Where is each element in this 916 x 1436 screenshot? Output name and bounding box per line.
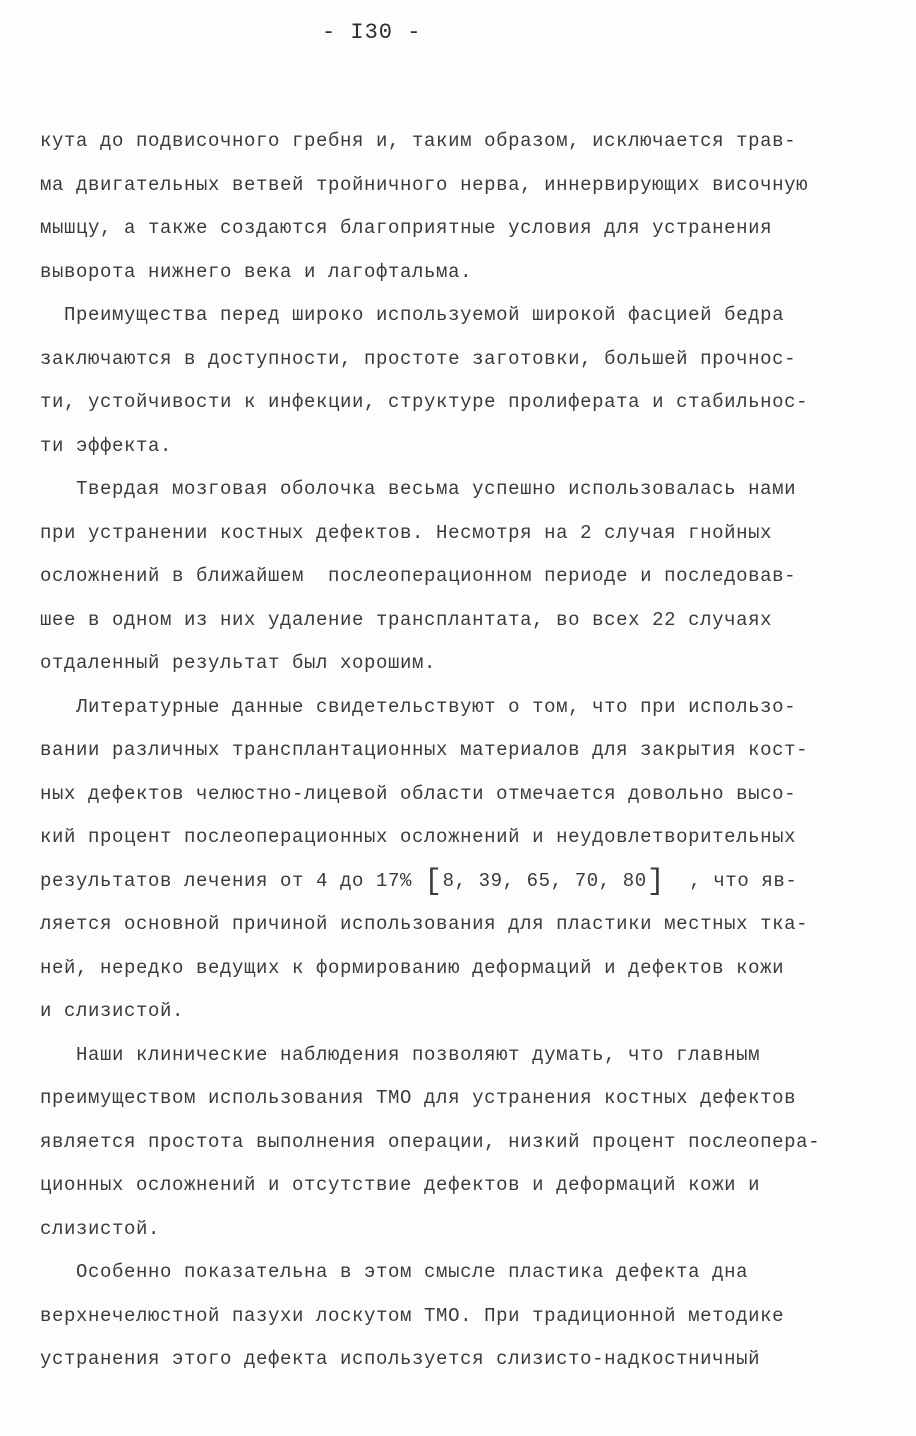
text-line: Литературные данные свидетельствуют о том, что при использо- — [40, 695, 797, 718]
citation-refs: 8, 39, 65, 70, 80 — [442, 869, 647, 892]
text-line: ных дефектов челюстно-лицевой области отмечается довольно высо- — [40, 782, 797, 805]
citation-lead-text: результатов лечения от 4 до 17% — [40, 869, 425, 892]
text-line: является простота выполнения операции, низкий процент послеопера- — [40, 1130, 821, 1153]
text-line: ти, устойчивости к инфекции, структуре пролиферата и стабильнос- — [40, 391, 809, 413]
text-line: кута до подвисочного гребня и, таким образом, исключается трав- — [40, 130, 797, 152]
text-line: Преимущества перед широко используемой широкой фасцией бедра — [40, 304, 785, 326]
text-line: при устранении костных дефектов. Несмотря на 2 случая гнойных — [40, 521, 773, 544]
text-line: вании различных трансплантационных материалов для закрытия кост- — [40, 739, 809, 761]
citation-line — [40, 860, 880, 904]
text-line: кий процент послеоперационных осложнений и неудовлетворительных — [40, 826, 797, 848]
text-line: шее в одном из них удаление трансплантата, во всех 22 случаях — [40, 608, 773, 631]
text-line: преимуществом использования ТМО для устранения костных дефектов — [40, 1087, 797, 1109]
close-bracket: ] — [646, 864, 666, 899]
text-line: осложнений в ближайшем послеоперационном периоде и последовав- — [40, 565, 797, 587]
text-line: Наши клинические наблюдения позволяют думать, что главным — [40, 1043, 761, 1066]
text-line: устранения этого дефекта используется слизисто-надкостничный — [40, 1348, 761, 1370]
text-line: ционных осложнений и отсутствие дефектов и деформаций кожи и — [40, 1174, 761, 1196]
text-line: заключаются в доступности, простоте заготовки, большей прочнос- — [40, 347, 797, 370]
open-bracket: [ — [424, 864, 443, 899]
text-line: мышцу, а также создаются благоприятные условия для устранения — [40, 217, 773, 239]
text-line: Особенно показательна в этом смысле пластика дефекта дна — [40, 1261, 749, 1283]
text-line: и слизистой. — [40, 1000, 185, 1022]
text-line: выворота нижнего века и лагофтальма. — [40, 260, 473, 283]
text-line: ма двигательных ветвей тройничного нерва, иннервирующих височную — [40, 173, 809, 196]
text-line: слизистой. — [40, 1217, 161, 1240]
text-line: верхнечелюстной пазухи лоскутом ТМО. При традиционной методике — [40, 1304, 785, 1327]
text-line: ляется основной причиной использования для пластики местных тка- — [40, 913, 809, 935]
citation-trail-text: , что яв- — [665, 869, 798, 892]
page-number: - I30 - — [322, 20, 422, 45]
body-text — [40, 120, 880, 1382]
text-line: отдаленный результат был хорошим. — [40, 652, 437, 674]
text-line: ти эффекта. — [40, 434, 173, 457]
text-line: ней, нередко ведущих к формированию деформаций и дефектов кожи — [40, 956, 785, 979]
text-line: Твердая мозговая оболочка весьма успешно использовалась нами — [40, 478, 797, 500]
